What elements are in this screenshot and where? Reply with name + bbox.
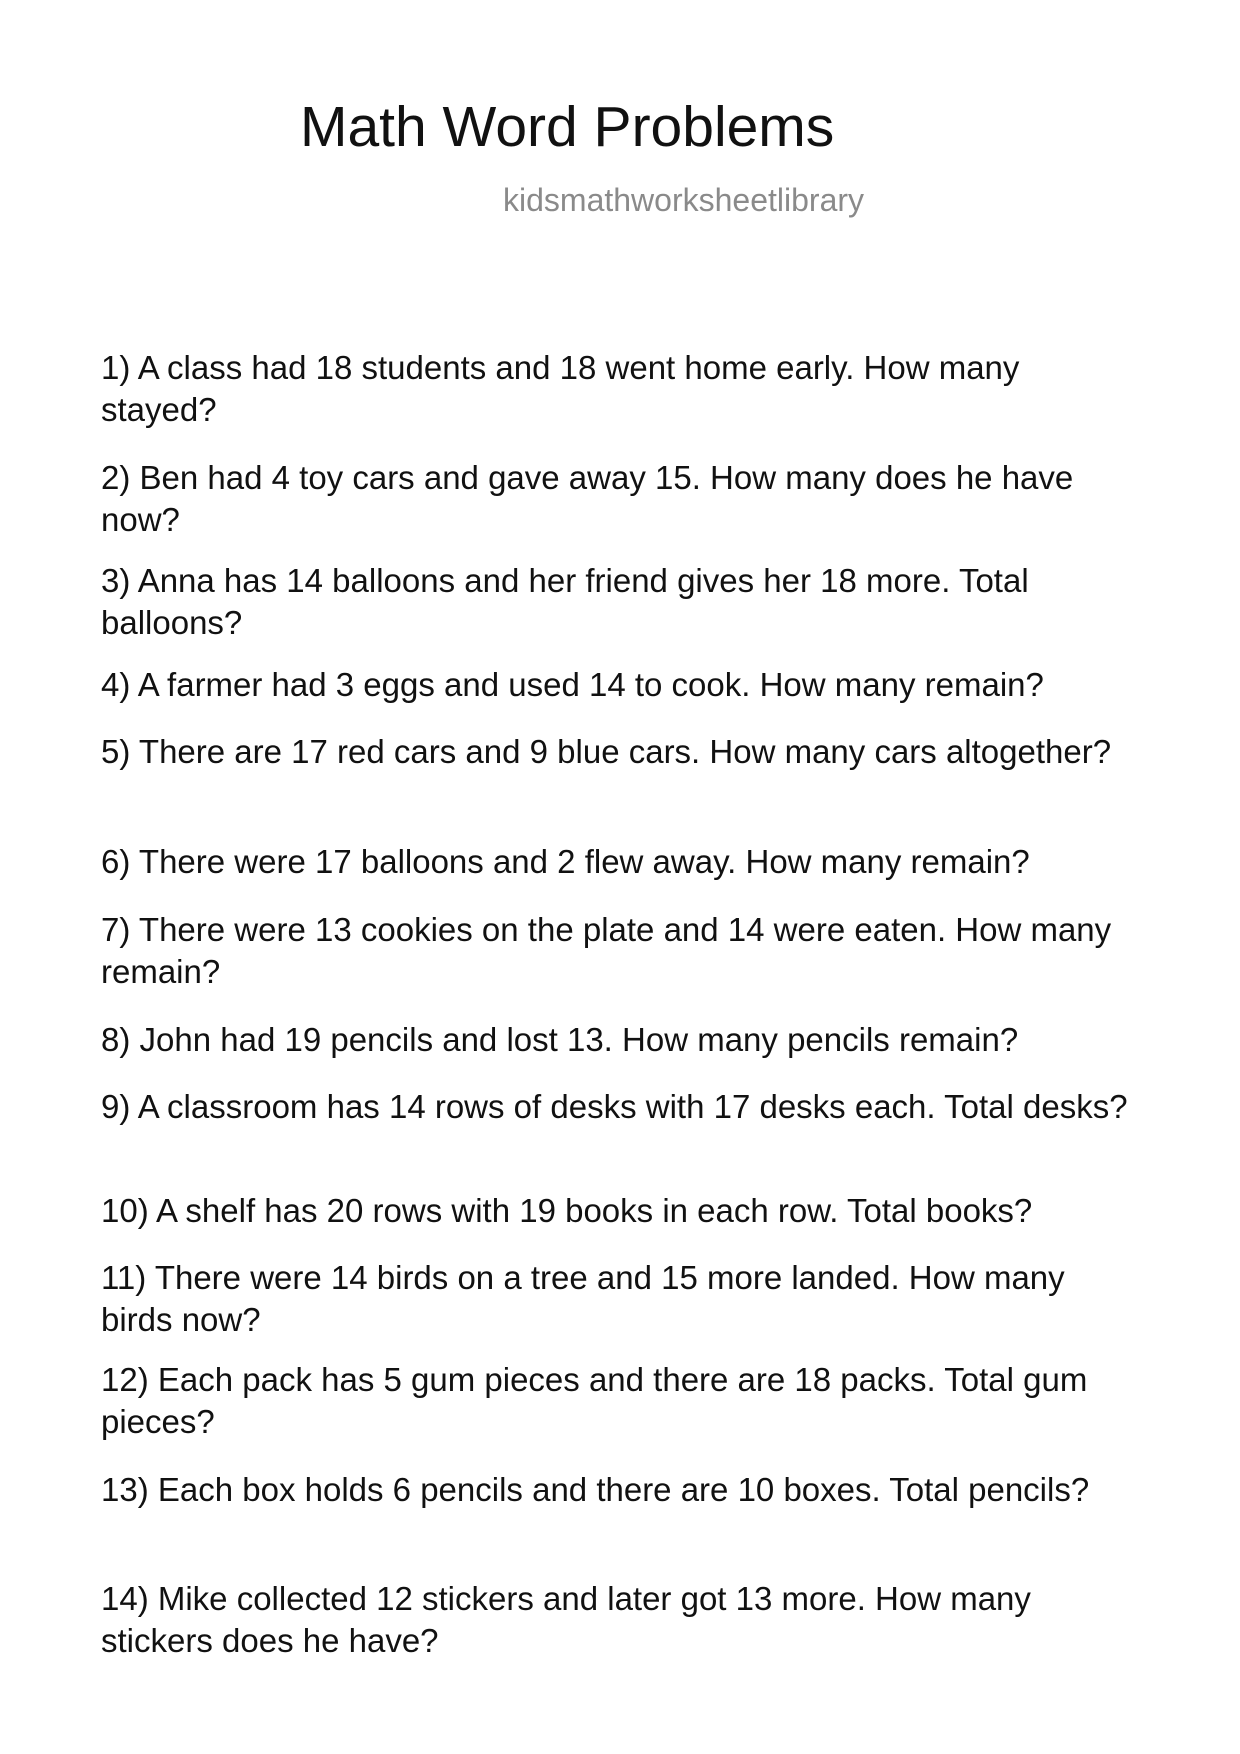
problem-7: 7) There were 13 cookies on the plate and 14 were eaten. How many remain?: [101, 911, 1112, 990]
problem-5: 5) There are 17 red cars and 9 blue cars. How many cars altogether?: [101, 733, 1112, 770]
problem-2: 2) Ben had 4 toy cars and gave away 15. How many does he have now?: [101, 459, 1074, 538]
problem-12: 12) Each pack has 5 gum pieces and there are 18 packs. Total gum pieces?: [101, 1361, 1088, 1440]
problem-10: 10) A shelf has 20 rows with 19 books in each row. Total books?: [101, 1192, 1033, 1229]
problem-4: 4) A farmer had 3 eggs and used 14 to cook. How many remain?: [101, 666, 1044, 703]
problem-14: 14) Mike collected 12 stickers and later got 13 more. How many stickers does he have?: [101, 1580, 1031, 1659]
problem-6: 6) There were 17 balloons and 2 flew away. How many remain?: [101, 843, 1030, 880]
problem-9: 9) A classroom has 14 rows of desks with 17 desks each. Total desks?: [101, 1088, 1128, 1125]
problem-3: 3) Anna has 14 balloons and her friend gives her 18 more. Total balloons?: [101, 562, 1029, 641]
problem-1: 1) A class had 18 students and 18 went home early. How many stayed?: [101, 349, 1020, 428]
page-subtitle: kidsmathworksheetlibrary: [503, 182, 865, 218]
page-title: Math Word Problems: [300, 95, 835, 159]
problem-13: 13) Each box holds 6 pencils and there are 10 boxes. Total pencils?: [101, 1471, 1090, 1508]
problem-11: 11) There were 14 birds on a tree and 15 more landed. How many birds now?: [101, 1259, 1065, 1338]
problem-8: 8) John had 19 pencils and lost 13. How many pencils remain?: [101, 1021, 1019, 1058]
